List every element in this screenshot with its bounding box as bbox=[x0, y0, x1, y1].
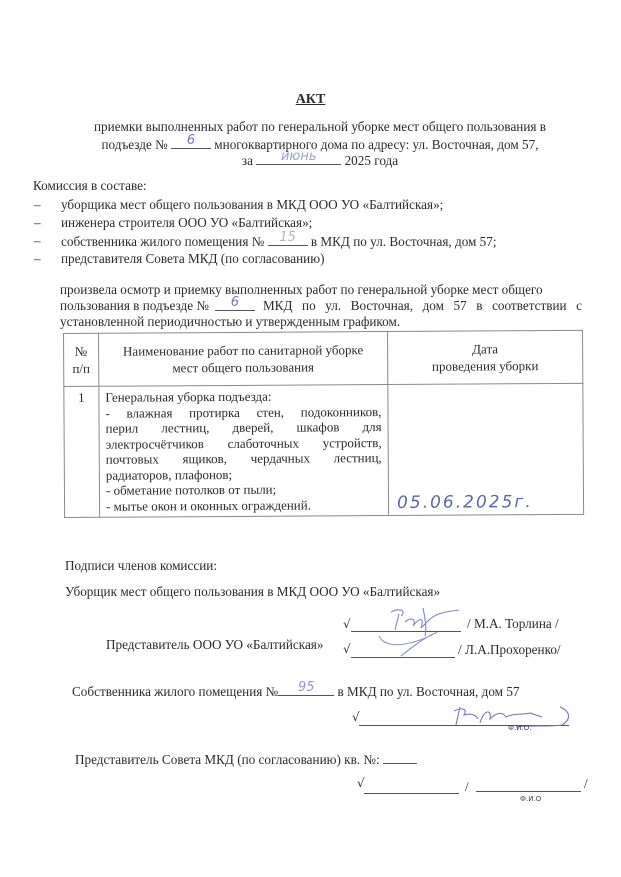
subtitle-month-field bbox=[256, 149, 341, 165]
commission-member-text: уборщика мест общего пользования в МКД ООО УО «Балтийская»; bbox=[61, 197, 444, 212]
commission-heading: Комиссия в составе: bbox=[33, 178, 147, 193]
header-number-line-2: п/п bbox=[72, 360, 91, 376]
work-line: - обметание потолков от пыли; bbox=[105, 481, 277, 498]
subtitle-line-1: приемки выполненных работ по генеральной уборке мест общего пользования в bbox=[93, 119, 546, 134]
bullet-dash: – bbox=[34, 215, 41, 230]
header-date-line-2: проведения уборки bbox=[431, 358, 539, 374]
work-line: - мытье окон и оконных ограждений. bbox=[106, 496, 311, 514]
table-header-row bbox=[64, 330, 583, 386]
commission-member-text: представителя Совета МКД (по согласованию) bbox=[61, 251, 325, 266]
statement-line-2 bbox=[60, 295, 582, 314]
commission-owner-prefix: собственника жилого помещения № bbox=[61, 234, 265, 249]
owner-prefix: Собственника жилого помещения № bbox=[72, 684, 279, 699]
subtitle-month-value: июнь bbox=[280, 149, 317, 164]
statement-line-1: произвела осмотр и приемку выполненных работ по генеральной уборке мест общего bbox=[60, 282, 543, 297]
statement-entrance-value: 6 bbox=[230, 295, 240, 310]
subtitle-year: 2025 года bbox=[344, 153, 399, 168]
row-date-handwritten: 05.06.2025г. bbox=[396, 491, 533, 513]
check-mark-icon: √ bbox=[357, 776, 365, 790]
commission-member bbox=[0, 251, 621, 269]
row-date-cell bbox=[388, 383, 584, 515]
council-label: Представитель Совета МКД (по согласованию) кв. №: bbox=[75, 752, 380, 767]
statement-line-3: установленной периодичностью и утвержденным графиком. bbox=[60, 314, 401, 329]
commission-member bbox=[0, 197, 621, 215]
subtitle-address: многоквартирного дома по адресу: ул. Восточная, дом 57, bbox=[214, 137, 539, 152]
council-fio-caption: Ф.И.О bbox=[520, 795, 542, 803]
header-work-name-line-1: Наименование работ по санитарной уборке bbox=[122, 342, 364, 359]
work-line: радиаторов, плафонов; bbox=[105, 466, 233, 483]
company-rep-name: / Л.А.Прохоренко/ bbox=[458, 642, 561, 657]
header-date-line-1: Дата bbox=[472, 341, 499, 357]
bullet-dash: – bbox=[34, 251, 41, 266]
statement-entrance-prefix: пользования в подъезде № bbox=[60, 298, 209, 313]
bullet-dash: – bbox=[34, 197, 41, 212]
owner-apartment-value: 95 bbox=[297, 680, 315, 695]
commission-apartment-value: 15 bbox=[279, 230, 296, 245]
work-line: Генеральная уборка подъезда: bbox=[105, 388, 272, 405]
check-mark-icon: √ bbox=[352, 710, 360, 724]
subtitle-entrance-prefix: подъезде № bbox=[101, 137, 168, 152]
table-row bbox=[64, 383, 584, 517]
row-work-description bbox=[99, 385, 389, 518]
row-number: 1 bbox=[64, 386, 100, 517]
company-signature-icon bbox=[375, 630, 455, 660]
statement-entrance-field bbox=[215, 295, 255, 311]
council-slash: / bbox=[465, 779, 469, 794]
header-number bbox=[64, 333, 99, 386]
owner-apartment-field bbox=[278, 680, 334, 696]
company-rep-label: Представитель ООО УО «Балтийская» bbox=[106, 637, 324, 652]
check-mark-icon: √ bbox=[343, 617, 351, 631]
statement-address: МКД по ул. Восточная, дом 57 в соответствии с bbox=[262, 298, 582, 313]
council-signature-line bbox=[364, 793, 459, 794]
check-mark-icon: √ bbox=[343, 642, 351, 656]
works-table bbox=[63, 330, 584, 518]
header-work-name-line-2: мест общего пользования bbox=[172, 359, 315, 376]
council-line bbox=[75, 751, 417, 768]
commission-member bbox=[0, 230, 621, 251]
council-apartment-field bbox=[383, 751, 417, 764]
header-work-name bbox=[99, 332, 388, 387]
commission-member bbox=[0, 215, 621, 233]
owner-line bbox=[72, 680, 520, 700]
bullet-dash: – bbox=[34, 233, 41, 248]
commission-owner-suffix: в МКД по ул. Восточная, дом 57; bbox=[310, 234, 497, 249]
cleaner-label: Уборщик мест общего пользования в МКД ООО УО «Балтийская» bbox=[65, 584, 441, 599]
cleaner-name: / М.А. Торлина / bbox=[467, 616, 559, 631]
subtitle-entrance-value: 6 bbox=[186, 133, 196, 148]
header-date bbox=[387, 330, 582, 384]
council-fio-line bbox=[476, 791, 581, 792]
owner-fio-caption: Ф.И.О. bbox=[508, 724, 532, 732]
subtitle-line-3 bbox=[40, 149, 600, 169]
document-title: АКТ bbox=[295, 92, 326, 107]
subtitle-entrance-field bbox=[171, 133, 211, 149]
commission-member-text: инженера строителя ООО УО «Балтийская»; bbox=[61, 215, 313, 230]
work-line: почтовых ящиков, чердачных лестниц, bbox=[105, 450, 382, 467]
commission-apartment-field bbox=[268, 230, 308, 246]
work-line: - влажная протирка стен, подоконников, bbox=[105, 403, 382, 421]
subtitle-period-prefix: за bbox=[241, 153, 253, 168]
council-slash: / bbox=[584, 776, 588, 791]
owner-suffix: в МКД по ул. Восточная, дом 57 bbox=[337, 684, 520, 699]
work-line: электросчётчиков слаботочных устройств, bbox=[105, 434, 382, 452]
work-line: перил лестниц, дверей, шкафов для bbox=[105, 419, 382, 436]
signatures-heading: Подписи членов комиссии: bbox=[65, 558, 217, 573]
header-number-line-1: № bbox=[74, 343, 88, 359]
